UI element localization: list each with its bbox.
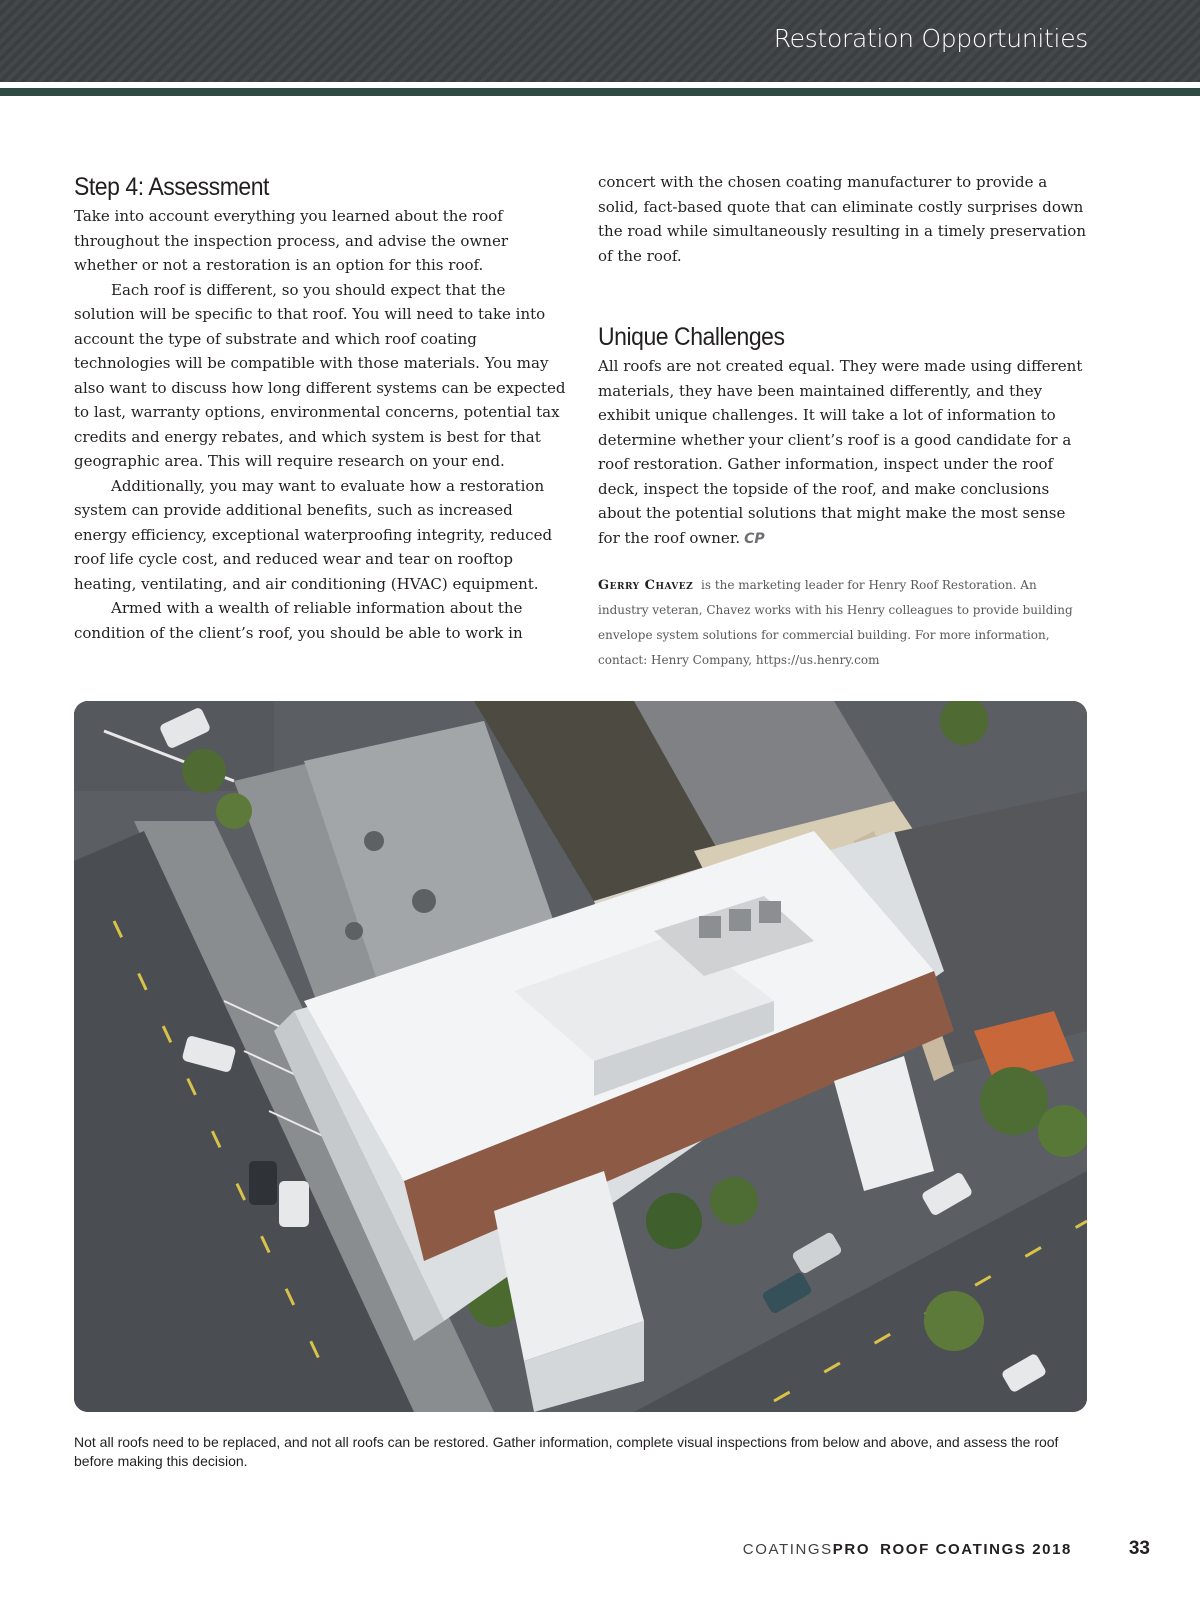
aerial-roof-illustration [74, 701, 1087, 1412]
author-name: Gerry Chavez [598, 578, 694, 593]
footer-publication [743, 1541, 1072, 1558]
photo-caption: Not all roofs need to be replaced, and not all roofs can be restored. Gather information, complete visual inspections from below and above, and assess the roof before making this decision. [74, 1434, 1059, 1469]
header-band [0, 0, 1200, 82]
right-column [598, 170, 1090, 673]
paragraph: Armed with a wealth of reliable information about the condition of the client’s roof, you should be able to work in [74, 599, 523, 642]
heading-step-4-assessment: Step 4: Assessment [74, 173, 269, 201]
paragraph: All roofs are not created equal. They were made using different materials, they have been maintained differently, and they exhibit unique challenges. It will take a lot of information to determine whether your client’s roof is a good candidate for a roof restoration. Gather information, inspect under the roof deck, inspect the topside of the roof, and make conclusions about the potential solutions that might make the most sense for the roof owner. CP [598, 357, 1083, 547]
paragraph-continuation: concert with the chosen coating manufacturer to provide a solid, fact-based quote that can eliminate costly surprises down the road while simultaneously resulting in a timely preservation of the roof. [598, 173, 1086, 265]
publication-title: ROOF COATINGS 2018 [880, 1541, 1072, 1558]
section-title: Restoration Opportunities [773, 24, 1088, 53]
paragraph: Take into account everything you learned about the roof throughout the inspection process, and advise the owner whether or not a restoration is an option for this roof. [74, 207, 509, 274]
heading-unique-challenges: Unique Challenges [598, 323, 785, 351]
aerial-roof-photo [74, 701, 1087, 1412]
paragraph: Additionally, you may want to evaluate how a restoration system can provide additional benefits, such as increased energy efficiency, exceptional waterproofing integrity, reduced roof life cycle cost, and reduced wear and tear on rooftop heating, ventilating, and air conditioning (HVAC) equipment. [74, 476, 553, 593]
author-bio-text: is the marketing leader for Henry Roof Restoration. An industry veteran, Chavez works with his Henry colleagues to provide building envelope system solutions for commercial building. For more information, contact: Henry Company, https://us.henry.com [598, 578, 1073, 667]
author-bio [598, 573, 1090, 673]
paragraph: Each roof is different, so you should expect that the solution will be specific to that roof. You will need to take into account the type of substrate and which roof coating technologies will be compatible with those materials. You may also want to discuss how long different systems can be expected to last, warranty options, environmental concerns, potential tax credits and energy rebates, and which system is best for that geographic area. This will require research on your end. [74, 280, 566, 470]
header-accent-rule [0, 88, 1200, 96]
end-mark-cp-icon: CP [744, 530, 765, 547]
left-column [74, 170, 566, 645]
brand-coatings: COATINGS [742, 1541, 833, 1558]
page-number: 33 [1128, 1538, 1150, 1559]
brand-pro: PRO [832, 1541, 871, 1558]
